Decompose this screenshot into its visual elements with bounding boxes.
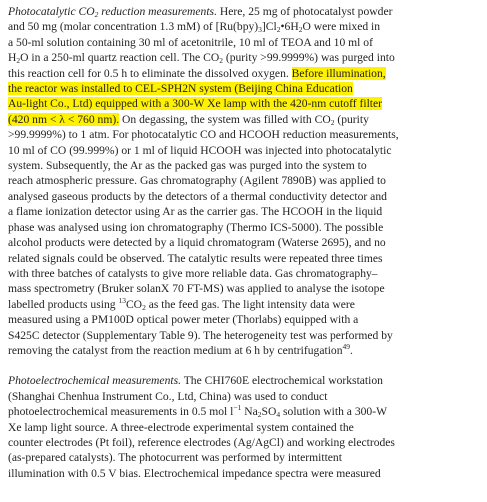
text-segment: O in a 250-ml quartz reaction cell. The CO <box>20 51 220 65</box>
highlighted-text: Before illumination, <box>291 66 386 80</box>
text-segment: 10 ml of CO (99.999%) or 1 ml of liquid HCOOH was injected into photocatalytic <box>8 143 392 157</box>
text-segment: 3 <box>258 25 262 35</box>
document-body <box>8 4 479 481</box>
text-line <box>8 251 479 266</box>
text-line <box>8 158 479 173</box>
text-line <box>8 235 479 250</box>
text-segment: The CHI760E electrochemical workstation <box>181 374 383 388</box>
text-segment: •6H <box>280 20 299 34</box>
text-line <box>8 112 479 127</box>
section-heading: reduction measurements. <box>98 5 217 18</box>
text-line <box>8 35 479 50</box>
text-segment: phase was analysed using ion chromatography (Thermo ICS-5000). The possible <box>8 220 384 234</box>
text-segment: measured using a PM100D optical power meter (Thorlabs) equipped with a <box>8 313 359 327</box>
text-line <box>8 266 479 281</box>
text-segment: counter electrodes (Pt foil), reference electrodes (Ag/AgCl) and working electrodes <box>8 435 395 449</box>
text-segment: illumination with 0.5 V bias. Electrochemical impedance spectra were measured <box>8 466 381 480</box>
text-segment: On degassing, the system was filled with CO <box>119 112 331 126</box>
text-segment: CO <box>125 297 143 311</box>
text-segment: this reaction cell for 0.5 h to eliminate the dissolved oxygen. <box>8 66 292 80</box>
text-segment: with three batches of catalysts to give more reliable data. Gas chromatography– <box>8 266 378 280</box>
text-line <box>8 420 479 435</box>
text-line <box>8 204 479 219</box>
section-heading: 2 <box>94 10 99 19</box>
text-segment: a 50-ml solution containing 30 ml of acetonitrile, 10 ml of TEOA and 10 ml of <box>8 35 373 49</box>
text-segment: (as-prepared catalysts). The photocurrent was performed by intermittent <box>8 451 342 465</box>
text-line <box>8 127 479 142</box>
text-segment: and 50 mg (molar concentration 1.3 mM) of [Ru(bpy) <box>8 20 259 34</box>
paragraph <box>8 4 479 358</box>
text-segment: . <box>350 343 353 357</box>
section-heading: Photocatalytic CO <box>8 5 95 18</box>
text-segment: −1 <box>233 403 242 413</box>
text-segment: S425C detector (Supplementary Table 9). The heterogeneity test was performed by <box>8 328 393 342</box>
section-heading: Photoelectrochemical measurements. <box>8 374 181 388</box>
text-segment: photoelectrochemical measurements in 0.5 mol l <box>8 405 234 419</box>
text-segment: removing the catalyst from the reaction medium at 6 h by centrifugation <box>8 343 343 357</box>
text-line <box>8 343 479 358</box>
text-line <box>8 466 479 481</box>
text-line <box>8 66 479 81</box>
text-segment: system. Subsequently, the Ar as the packed gas was purged into the system to <box>8 159 367 173</box>
text-segment: H <box>8 51 17 65</box>
text-line <box>8 50 479 65</box>
text-segment: SO <box>261 405 277 419</box>
text-line <box>8 19 479 34</box>
text-segment: (purity <box>334 112 369 126</box>
text-segment: 2 <box>142 302 146 312</box>
text-segment: Xe lamp light source. A three-electrode experimental system contained the <box>8 420 354 434</box>
text-segment: reach atmospheric pressure. Gas chromatography (Agilent 7890B) was applied to <box>8 174 386 188</box>
text-segment: 4 <box>276 410 281 420</box>
text-segment: 2 <box>257 410 262 420</box>
text-line <box>8 81 479 96</box>
text-segment: (purity >99.9999%) was purged into <box>222 51 395 65</box>
text-segment: 2 <box>219 56 223 66</box>
text-line <box>8 4 479 19</box>
paragraph <box>8 373 479 481</box>
text-segment: 2 <box>16 56 21 66</box>
text-line <box>8 189 479 204</box>
text-line <box>8 435 479 450</box>
text-line <box>8 173 479 188</box>
text-line <box>8 312 479 327</box>
text-line <box>8 220 479 235</box>
text-segment: Na <box>241 405 258 419</box>
text-line <box>8 281 479 296</box>
highlighted-text: Au-light Co., Ltd) equipped with a 300-W Xe lamp with the 420-nm cutoff filter <box>8 97 383 111</box>
text-segment: O were mixed in <box>302 20 381 34</box>
text-segment: mass spectrometry (Bruker solanX 70 FT-MS) was applied to analyse the isotope <box>8 282 385 296</box>
text-segment: 13 <box>118 295 126 305</box>
text-segment: solution with a 300-W <box>280 405 388 419</box>
text-line <box>8 96 479 111</box>
text-segment: Here, 25 mg of photocatalyst powder <box>216 5 393 18</box>
text-segment: labelled products using <box>8 297 119 311</box>
text-line <box>8 389 479 404</box>
text-segment: >99.9999%) to 1 atm. For photocatalytic CO and HCOOH reduction measurements, <box>8 128 399 142</box>
text-segment: ]Cl <box>261 20 277 34</box>
text-line <box>8 328 479 343</box>
text-segment: analysed gaseous products by the detectors of a thermal conductivity detector and <box>8 189 387 203</box>
text-segment: 2 <box>298 25 303 35</box>
text-segment: related signals could be observed. The catalytic results were repeated three times <box>8 251 383 265</box>
text-segment: 49 <box>342 341 351 351</box>
text-line <box>8 297 479 312</box>
text-line <box>8 450 479 465</box>
text-segment: alcohol products were detected by a liquid chromatogram (Waterse 2695), and no <box>8 236 386 250</box>
text-line <box>8 373 479 388</box>
text-segment: a flame ionization detector using Ar as the carrier gas. The HCOOH in the liquid <box>8 205 383 219</box>
text-line <box>8 143 479 158</box>
text-line <box>8 404 479 419</box>
highlighted-text: (420 nm < λ < 760 nm). <box>8 112 120 126</box>
highlighted-text: the reactor was installed to CEL-SPH2N system (Beijing China Education <box>8 82 353 96</box>
text-segment: as the feed gas. The light intensity data were <box>145 297 355 311</box>
text-segment: 2 <box>276 25 281 35</box>
text-segment: (Shanghai Chenhua Instrument Co., Ltd, China) was used to conduct <box>8 389 328 403</box>
text-segment: 2 <box>330 117 335 127</box>
